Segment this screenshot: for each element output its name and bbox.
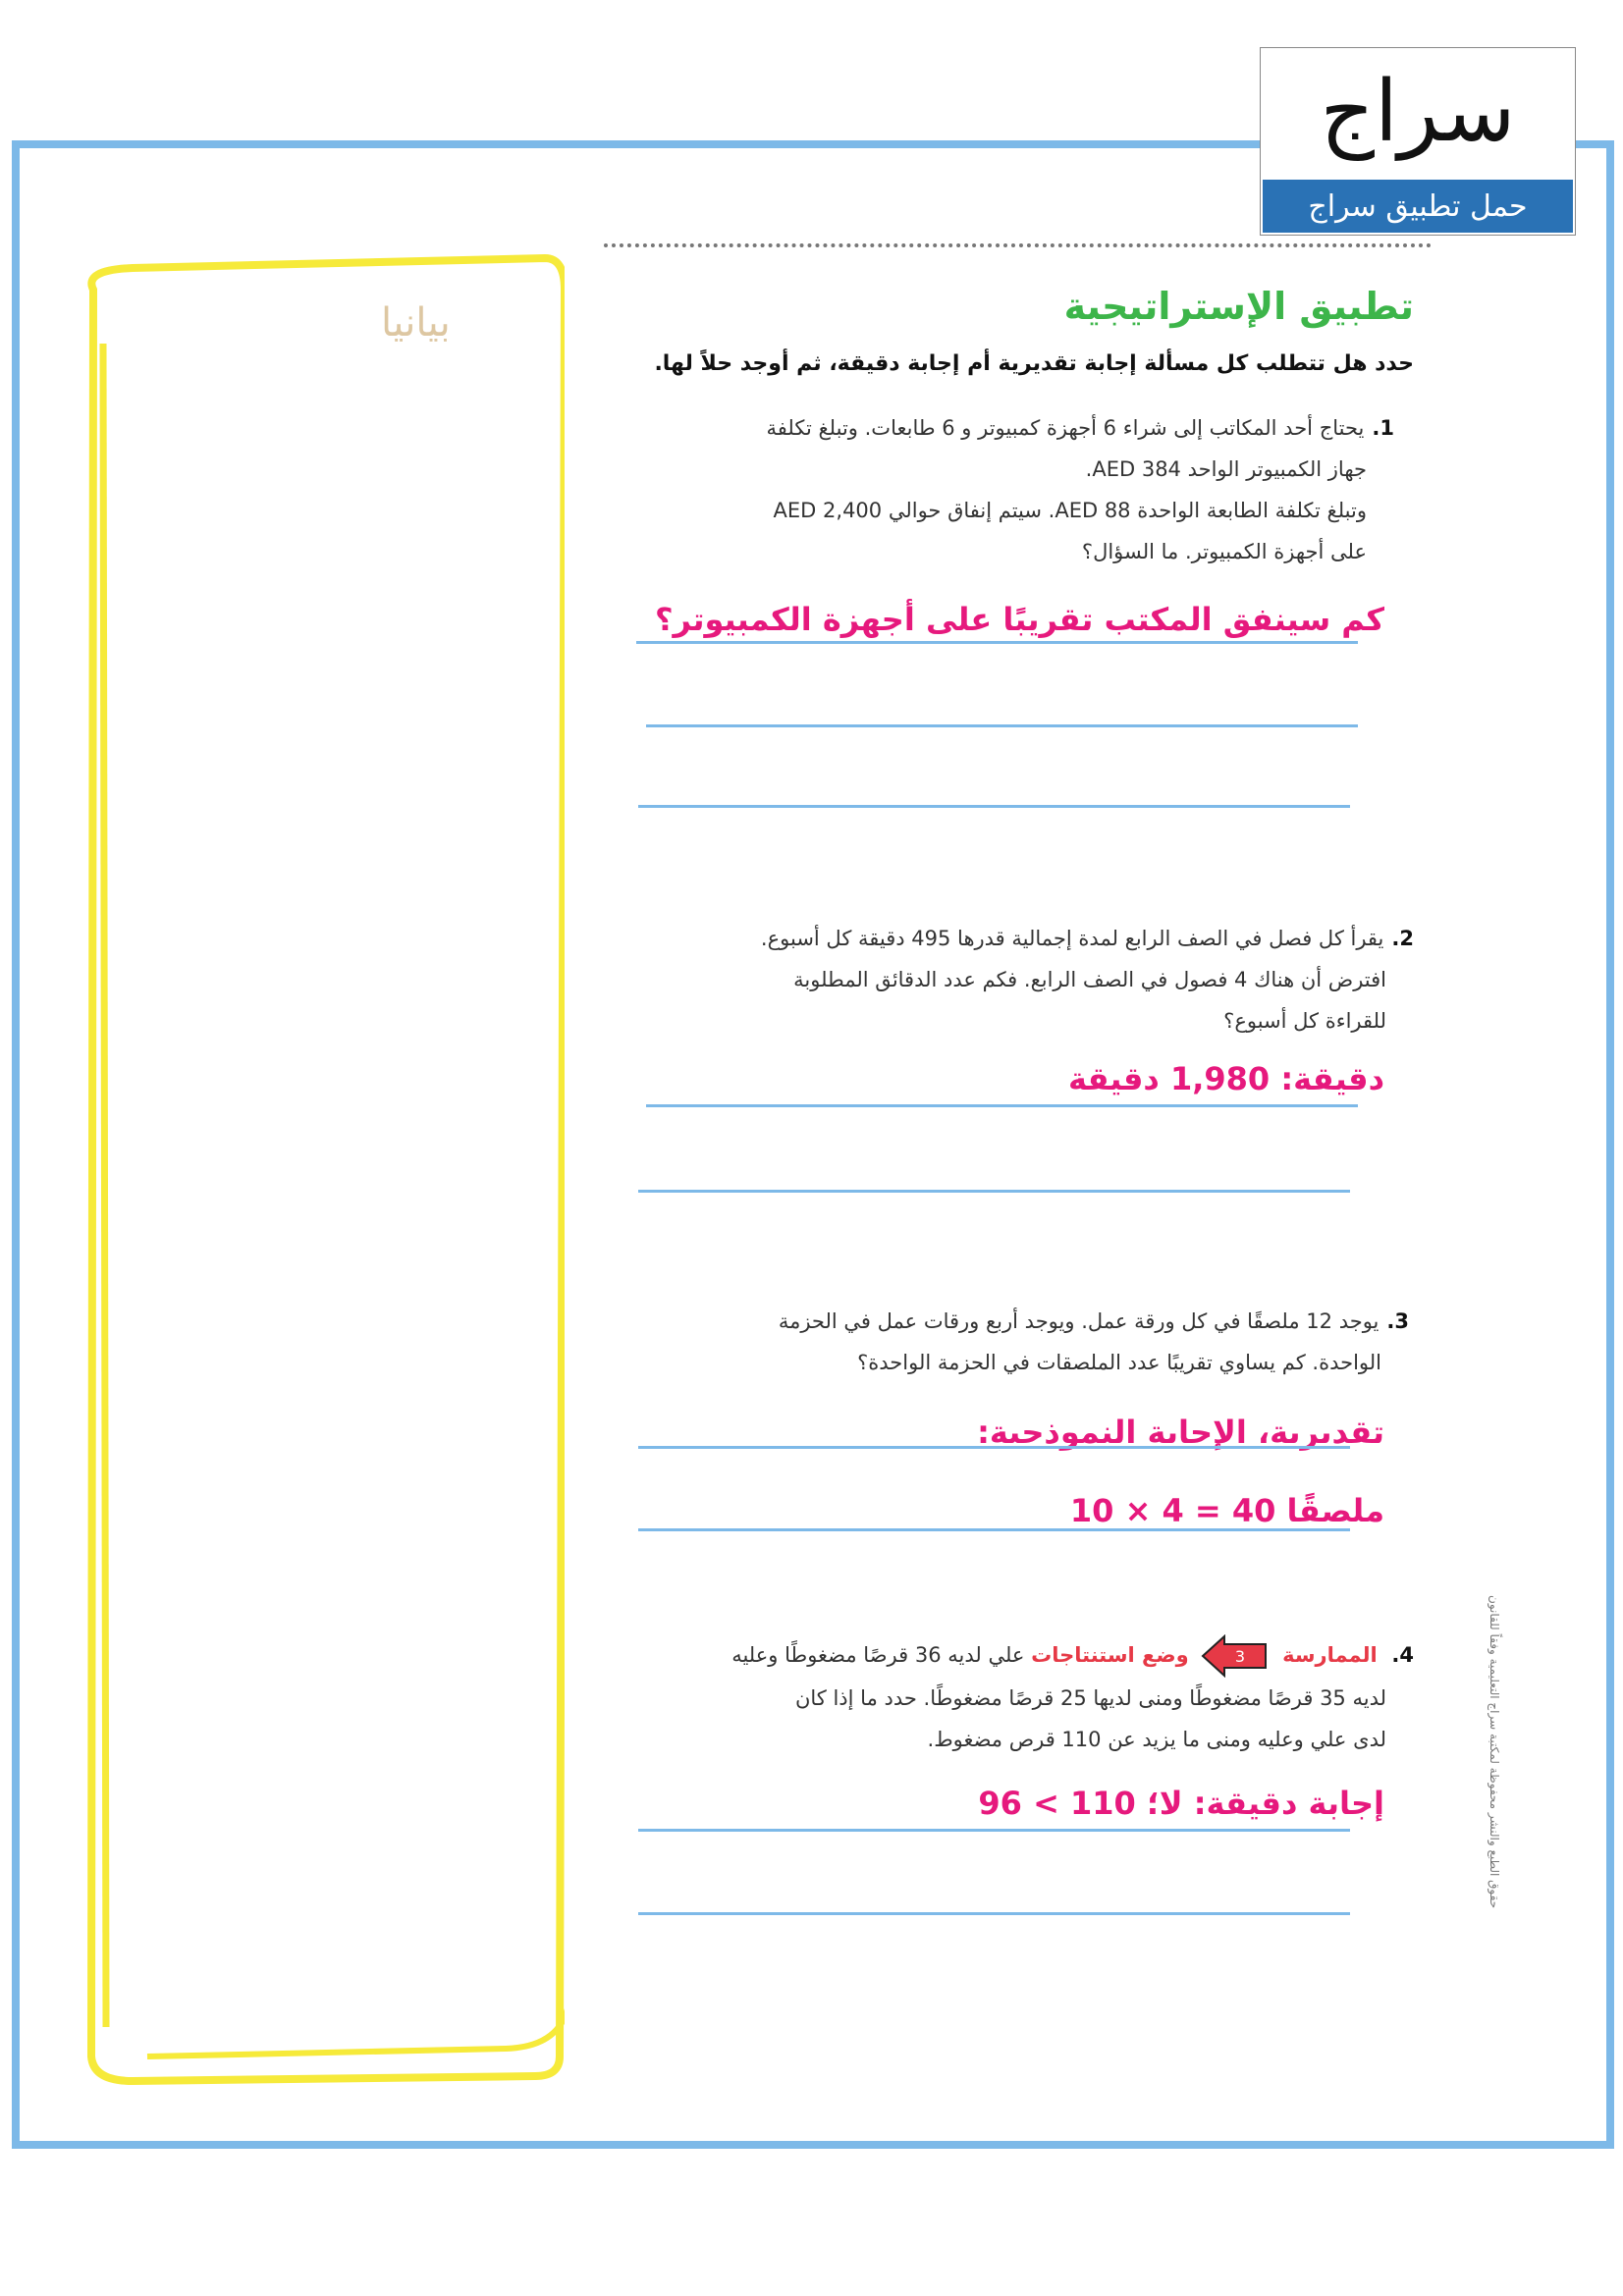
copyright-vertical-text: حقوق الطبع والنشر محفوظة لمكتبة سراج التعليمية وفقاً للقانون — [1488, 1595, 1501, 1909]
logo-sub-text: حمل تطبيق سراج — [1263, 180, 1573, 233]
problem-text-line: جهاز الكمبيوتر الواحد AED 384. — [1085, 457, 1367, 481]
problem-3 — [779, 1301, 1409, 1383]
problem-text-line: وتبلغ تكلفة الطابعة الواحدة AED 88. سيتم إنفاق حوالي AED 2,400 — [773, 499, 1367, 522]
problem-number: 4. — [1391, 1643, 1414, 1667]
answer-line — [636, 641, 1358, 644]
practice-badge — [1201, 1634, 1270, 1678]
arrow-badge-icon — [1201, 1634, 1270, 1678]
problem-text-line: يقرأ كل فصل في الصف الرابع لمدة إجمالية قدرها 495 دقيقة كل أسبوع. — [760, 927, 1384, 950]
badge-number: 3 — [1235, 1647, 1246, 1666]
dotted-divider — [604, 243, 1432, 247]
answer-line — [638, 805, 1350, 808]
instructions: حدد هل تتطلب كل مسألة إجابة تقديرية أم إجابة دقيقة، ثم أوجد حلاً لها. — [654, 351, 1414, 376]
reasoning-tag: وضع استنتاجات — [1031, 1643, 1189, 1667]
practice-tag: الممارسة — [1282, 1643, 1378, 1667]
problem-text-line: يوجد 12 ملصقًا في كل ورقة عمل. ويوجد أربع ورقات عمل في الحزمة — [778, 1309, 1380, 1333]
problem-number: 2. — [1391, 927, 1414, 950]
answer-line — [646, 724, 1358, 727]
problem-1 — [767, 407, 1394, 572]
answer-line — [646, 1104, 1358, 1107]
answer-line — [638, 1829, 1350, 1832]
problem-4 — [731, 1634, 1414, 1760]
answer-line — [638, 1912, 1350, 1915]
answer-4: إجابة دقيقة: لا؛ 110 > 96 — [978, 1785, 1384, 1822]
answer-line — [638, 1446, 1350, 1449]
problem-text-line: الواحدة. كم يساوي تقريبًا عدد الملصقات في الحزمة الواحدة؟ — [857, 1351, 1381, 1374]
problem-text-line: افترض أن هناك 4 فصول في الصف الرابع. فكم عدد الدقائق المطلوبة — [793, 968, 1386, 991]
answer-2: دقيقة: 1,980 دقيقة — [1067, 1060, 1384, 1097]
problem-2 — [761, 918, 1414, 1041]
faded-handwritten-note: بيانيا — [381, 300, 451, 346]
answer-3-model: ملصقًا 40 = 4 × 10 — [1069, 1492, 1384, 1529]
problem-text-line: علي لديه 36 قرصًا مضغوطًا وعليه — [731, 1643, 1025, 1667]
answer-line — [638, 1190, 1350, 1193]
yellow-highlight-box — [74, 250, 565, 2086]
logo-main-text: سراج — [1320, 63, 1516, 161]
problem-text-line: للقراءة كل أسبوع؟ — [1223, 1009, 1386, 1033]
answer-3: تقديرية، الإجابة النموذجية: — [977, 1414, 1384, 1451]
problem-text-line: يحتاج أحد المكاتب إلى شراء 6 أجهزة كمبيوتر و 6 طابعات. وتبلغ تكلفة — [766, 416, 1365, 440]
page-title: تطبيق الإستراتيجية — [1063, 285, 1414, 328]
problem-number: 3. — [1386, 1309, 1409, 1333]
problem-number: 1. — [1372, 416, 1394, 440]
problem-text-line: لدى علي وعليه ومنى ما يزيد عن 110 قرص مضغوط. — [927, 1728, 1386, 1751]
answer-line — [638, 1528, 1350, 1531]
problem-text-line: لديه 35 قرصًا مضغوطًا ومنى لديها 25 قرصًا مضغوطًا. حدد ما إذا كان — [794, 1686, 1386, 1710]
problem-text-line: على أجهزة الكمبيوتر. ما السؤال؟ — [1081, 540, 1367, 563]
siraj-logo[interactable] — [1260, 47, 1576, 236]
answer-1: كم سينفق المكتب تقريبًا على أجهزة الكمبيوتر؟ — [654, 601, 1384, 638]
